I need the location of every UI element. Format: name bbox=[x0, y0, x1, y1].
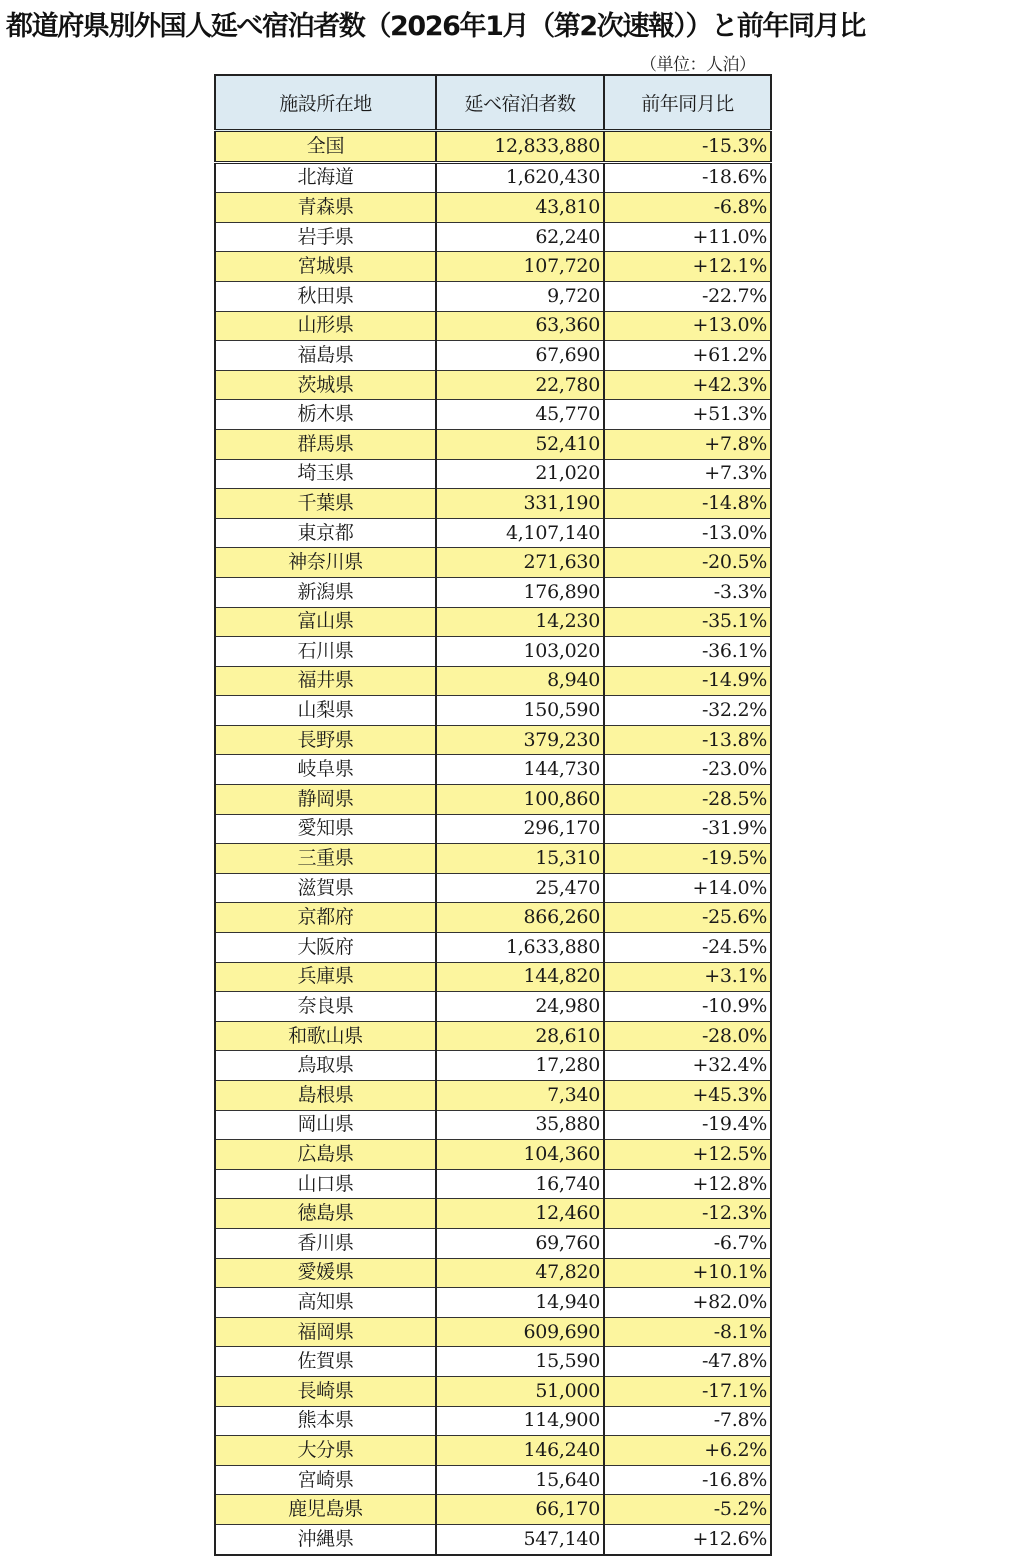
table-row bbox=[215, 577, 771, 607]
table-row bbox=[215, 548, 771, 578]
location-cell: 大阪府 bbox=[215, 933, 436, 963]
guest-nights-cell: 14,230 bbox=[436, 607, 604, 637]
location-cell: 大分県 bbox=[215, 1436, 436, 1466]
yoy-cell: -6.7% bbox=[604, 1228, 771, 1258]
yoy-cell: +14.0% bbox=[604, 873, 771, 903]
yoy-cell: -6.8% bbox=[604, 193, 771, 223]
table-row bbox=[215, 193, 771, 223]
guest-nights-cell: 21,020 bbox=[436, 459, 604, 489]
yoy-cell: +82.0% bbox=[604, 1288, 771, 1318]
yoy-cell: -7.8% bbox=[604, 1406, 771, 1436]
table-row bbox=[215, 992, 771, 1022]
location-cell: 鳥取県 bbox=[215, 1051, 436, 1081]
table-row bbox=[215, 607, 771, 637]
table-body bbox=[215, 131, 771, 1555]
table-row bbox=[215, 1228, 771, 1258]
table-row bbox=[215, 1021, 771, 1051]
page-title: 都道府県別外国人延べ宿泊者数（2026年1月（第2次速報））と前年同月比 bbox=[6, 11, 865, 42]
guest-nights-cell: 176,890 bbox=[436, 577, 604, 607]
guest-nights-cell: 15,590 bbox=[436, 1347, 604, 1377]
yoy-cell: +11.0% bbox=[604, 222, 771, 252]
location-cell: 広島県 bbox=[215, 1140, 436, 1170]
yoy-cell: -13.0% bbox=[604, 518, 771, 548]
table-row-total bbox=[215, 131, 771, 163]
location-cell: 熊本県 bbox=[215, 1406, 436, 1436]
yoy-cell: +12.8% bbox=[604, 1169, 771, 1199]
guest-nights-cell: 12,460 bbox=[436, 1199, 604, 1229]
yoy-cell: -15.3% bbox=[604, 131, 771, 163]
location-cell: 愛知県 bbox=[215, 814, 436, 844]
yoy-cell: -17.1% bbox=[604, 1376, 771, 1406]
yoy-cell: +6.2% bbox=[604, 1436, 771, 1466]
location-cell: 岐阜県 bbox=[215, 755, 436, 785]
table-row bbox=[215, 637, 771, 667]
location-cell: 福井県 bbox=[215, 666, 436, 696]
guest-nights-cell: 15,310 bbox=[436, 844, 604, 874]
yoy-cell: -28.0% bbox=[604, 1021, 771, 1051]
yoy-cell: +3.1% bbox=[604, 962, 771, 992]
yoy-cell: +7.8% bbox=[604, 429, 771, 459]
table-row bbox=[215, 311, 771, 341]
guest-nights-cell: 7,340 bbox=[436, 1081, 604, 1111]
header-location: 施設所在地 bbox=[215, 75, 436, 131]
table-row bbox=[215, 489, 771, 519]
yoy-cell: +51.3% bbox=[604, 400, 771, 430]
guest-nights-cell: 28,610 bbox=[436, 1021, 604, 1051]
location-cell: 岡山県 bbox=[215, 1110, 436, 1140]
table-row bbox=[215, 252, 771, 282]
guest-nights-cell: 17,280 bbox=[436, 1051, 604, 1081]
guest-nights-cell: 16,740 bbox=[436, 1169, 604, 1199]
guest-nights-cell: 67,690 bbox=[436, 341, 604, 371]
guest-nights-cell: 547,140 bbox=[436, 1524, 604, 1554]
yoy-cell: -8.1% bbox=[604, 1317, 771, 1347]
table-row bbox=[215, 873, 771, 903]
guest-nights-cell: 150,590 bbox=[436, 696, 604, 726]
yoy-cell: -12.3% bbox=[604, 1199, 771, 1229]
yoy-cell: -13.8% bbox=[604, 725, 771, 755]
table-row bbox=[215, 429, 771, 459]
table-row bbox=[215, 1169, 771, 1199]
table-row bbox=[215, 785, 771, 815]
yoy-cell: +45.3% bbox=[604, 1081, 771, 1111]
location-cell: 宮城県 bbox=[215, 252, 436, 282]
location-cell: 全国 bbox=[215, 131, 436, 163]
location-cell: 群馬県 bbox=[215, 429, 436, 459]
yoy-cell: -35.1% bbox=[604, 607, 771, 637]
location-cell: 山梨県 bbox=[215, 696, 436, 726]
table-row bbox=[215, 518, 771, 548]
guest-nights-cell: 1,620,430 bbox=[436, 162, 604, 193]
location-cell: 鹿児島県 bbox=[215, 1495, 436, 1525]
guest-nights-cell: 15,640 bbox=[436, 1465, 604, 1495]
location-cell: 青森県 bbox=[215, 193, 436, 223]
guest-nights-cell: 609,690 bbox=[436, 1317, 604, 1347]
location-cell: 山形県 bbox=[215, 311, 436, 341]
table-row bbox=[215, 281, 771, 311]
guest-nights-cell: 866,260 bbox=[436, 903, 604, 933]
yoy-cell: +61.2% bbox=[604, 341, 771, 371]
location-cell: 栃木県 bbox=[215, 400, 436, 430]
yoy-cell: +32.4% bbox=[604, 1051, 771, 1081]
table-row bbox=[215, 903, 771, 933]
location-cell: 茨城県 bbox=[215, 370, 436, 400]
yoy-cell: -20.5% bbox=[604, 548, 771, 578]
yoy-cell: -32.2% bbox=[604, 696, 771, 726]
guest-nights-cell: 114,900 bbox=[436, 1406, 604, 1436]
header-guest-nights: 延べ宿泊者数 bbox=[436, 75, 604, 131]
yoy-cell: +12.6% bbox=[604, 1524, 771, 1554]
location-cell: 新潟県 bbox=[215, 577, 436, 607]
location-cell: 島根県 bbox=[215, 1081, 436, 1111]
guest-nights-cell: 100,860 bbox=[436, 785, 604, 815]
table-row bbox=[215, 1110, 771, 1140]
yoy-cell: +12.5% bbox=[604, 1140, 771, 1170]
table-row bbox=[215, 1406, 771, 1436]
location-cell: 岩手県 bbox=[215, 222, 436, 252]
guest-nights-cell: 4,107,140 bbox=[436, 518, 604, 548]
guest-nights-cell: 8,940 bbox=[436, 666, 604, 696]
guest-nights-cell: 25,470 bbox=[436, 873, 604, 903]
table-row bbox=[215, 755, 771, 785]
location-cell: 神奈川県 bbox=[215, 548, 436, 578]
location-cell: 長崎県 bbox=[215, 1376, 436, 1406]
yoy-cell: -31.9% bbox=[604, 814, 771, 844]
table-row bbox=[215, 1495, 771, 1525]
yoy-cell: -24.5% bbox=[604, 933, 771, 963]
yoy-cell: -25.6% bbox=[604, 903, 771, 933]
guest-nights-cell: 271,630 bbox=[436, 548, 604, 578]
location-cell: 静岡県 bbox=[215, 785, 436, 815]
location-cell: 北海道 bbox=[215, 162, 436, 193]
yoy-cell: -14.9% bbox=[604, 666, 771, 696]
location-cell: 奈良県 bbox=[215, 992, 436, 1022]
yoy-cell: -10.9% bbox=[604, 992, 771, 1022]
guest-nights-cell: 69,760 bbox=[436, 1228, 604, 1258]
location-cell: 高知県 bbox=[215, 1288, 436, 1318]
yoy-cell: -28.5% bbox=[604, 785, 771, 815]
location-cell: 富山県 bbox=[215, 607, 436, 637]
table-row bbox=[215, 1140, 771, 1170]
table-row bbox=[215, 1436, 771, 1466]
guest-nights-cell: 1,633,880 bbox=[436, 933, 604, 963]
guest-nights-cell: 296,170 bbox=[436, 814, 604, 844]
guest-nights-cell: 45,770 bbox=[436, 400, 604, 430]
guest-nights-cell: 12,833,880 bbox=[436, 131, 604, 163]
guest-nights-cell: 104,360 bbox=[436, 1140, 604, 1170]
table-row bbox=[215, 725, 771, 755]
guest-nights-cell: 14,940 bbox=[436, 1288, 604, 1318]
yoy-cell: +13.0% bbox=[604, 311, 771, 341]
yoy-cell: -19.5% bbox=[604, 844, 771, 874]
location-cell: 和歌山県 bbox=[215, 1021, 436, 1051]
table-row bbox=[215, 1258, 771, 1288]
location-cell: 愛媛県 bbox=[215, 1258, 436, 1288]
table-row bbox=[215, 370, 771, 400]
yoy-cell: +42.3% bbox=[604, 370, 771, 400]
table-row bbox=[215, 1317, 771, 1347]
yoy-cell: -3.3% bbox=[604, 577, 771, 607]
table-row bbox=[215, 341, 771, 371]
table-row bbox=[215, 1199, 771, 1229]
location-cell: 沖縄県 bbox=[215, 1524, 436, 1554]
yoy-cell: -14.8% bbox=[604, 489, 771, 519]
unit-note: （単位：人泊） bbox=[640, 55, 756, 75]
table-header-row bbox=[215, 75, 771, 131]
location-cell: 東京都 bbox=[215, 518, 436, 548]
guest-nights-cell: 144,730 bbox=[436, 755, 604, 785]
yoy-cell: -18.6% bbox=[604, 162, 771, 193]
yoy-cell: -16.8% bbox=[604, 1465, 771, 1495]
table-row bbox=[215, 162, 771, 193]
location-cell: 徳島県 bbox=[215, 1199, 436, 1229]
guest-nights-cell: 51,000 bbox=[436, 1376, 604, 1406]
guest-nights-cell: 146,240 bbox=[436, 1436, 604, 1466]
location-cell: 兵庫県 bbox=[215, 962, 436, 992]
table-row bbox=[215, 1081, 771, 1111]
guest-nights-cell: 22,780 bbox=[436, 370, 604, 400]
location-cell: 千葉県 bbox=[215, 489, 436, 519]
location-cell: 滋賀県 bbox=[215, 873, 436, 903]
guest-nights-cell: 43,810 bbox=[436, 193, 604, 223]
guest-nights-cell: 66,170 bbox=[436, 1495, 604, 1525]
guest-nights-cell: 47,820 bbox=[436, 1258, 604, 1288]
location-cell: 山口県 bbox=[215, 1169, 436, 1199]
table-row bbox=[215, 1524, 771, 1554]
yoy-cell: -22.7% bbox=[604, 281, 771, 311]
guest-nights-cell: 107,720 bbox=[436, 252, 604, 282]
guest-nights-cell: 103,020 bbox=[436, 637, 604, 667]
location-cell: 福岡県 bbox=[215, 1317, 436, 1347]
yoy-cell: +7.3% bbox=[604, 459, 771, 489]
location-cell: 石川県 bbox=[215, 637, 436, 667]
table-row bbox=[215, 222, 771, 252]
table-row bbox=[215, 933, 771, 963]
yoy-cell: -5.2% bbox=[604, 1495, 771, 1525]
table-row bbox=[215, 1465, 771, 1495]
table-row bbox=[215, 1347, 771, 1377]
table-row bbox=[215, 1376, 771, 1406]
guest-nights-cell: 63,360 bbox=[436, 311, 604, 341]
guest-nights-cell: 144,820 bbox=[436, 962, 604, 992]
yoy-cell: +12.1% bbox=[604, 252, 771, 282]
guest-nights-cell: 52,410 bbox=[436, 429, 604, 459]
table-row bbox=[215, 962, 771, 992]
location-cell: 京都府 bbox=[215, 903, 436, 933]
table-row bbox=[215, 1288, 771, 1318]
guest-nights-cell: 35,880 bbox=[436, 1110, 604, 1140]
table-row bbox=[215, 844, 771, 874]
prefecture-stats-table bbox=[214, 74, 772, 1556]
guest-nights-cell: 379,230 bbox=[436, 725, 604, 755]
location-cell: 香川県 bbox=[215, 1228, 436, 1258]
yoy-cell: +10.1% bbox=[604, 1258, 771, 1288]
yoy-cell: -19.4% bbox=[604, 1110, 771, 1140]
location-cell: 三重県 bbox=[215, 844, 436, 874]
table-row bbox=[215, 666, 771, 696]
location-cell: 佐賀県 bbox=[215, 1347, 436, 1377]
guest-nights-cell: 331,190 bbox=[436, 489, 604, 519]
location-cell: 長野県 bbox=[215, 725, 436, 755]
location-cell: 秋田県 bbox=[215, 281, 436, 311]
location-cell: 宮崎県 bbox=[215, 1465, 436, 1495]
header-yoy: 前年同月比 bbox=[604, 75, 771, 131]
yoy-cell: -36.1% bbox=[604, 637, 771, 667]
yoy-cell: -47.8% bbox=[604, 1347, 771, 1377]
location-cell: 埼玉県 bbox=[215, 459, 436, 489]
guest-nights-cell: 24,980 bbox=[436, 992, 604, 1022]
table-row bbox=[215, 1051, 771, 1081]
table-row bbox=[215, 400, 771, 430]
yoy-cell: -23.0% bbox=[604, 755, 771, 785]
table-row bbox=[215, 696, 771, 726]
guest-nights-cell: 9,720 bbox=[436, 281, 604, 311]
location-cell: 福島県 bbox=[215, 341, 436, 371]
table-row bbox=[215, 459, 771, 489]
table-row bbox=[215, 814, 771, 844]
guest-nights-cell: 62,240 bbox=[436, 222, 604, 252]
